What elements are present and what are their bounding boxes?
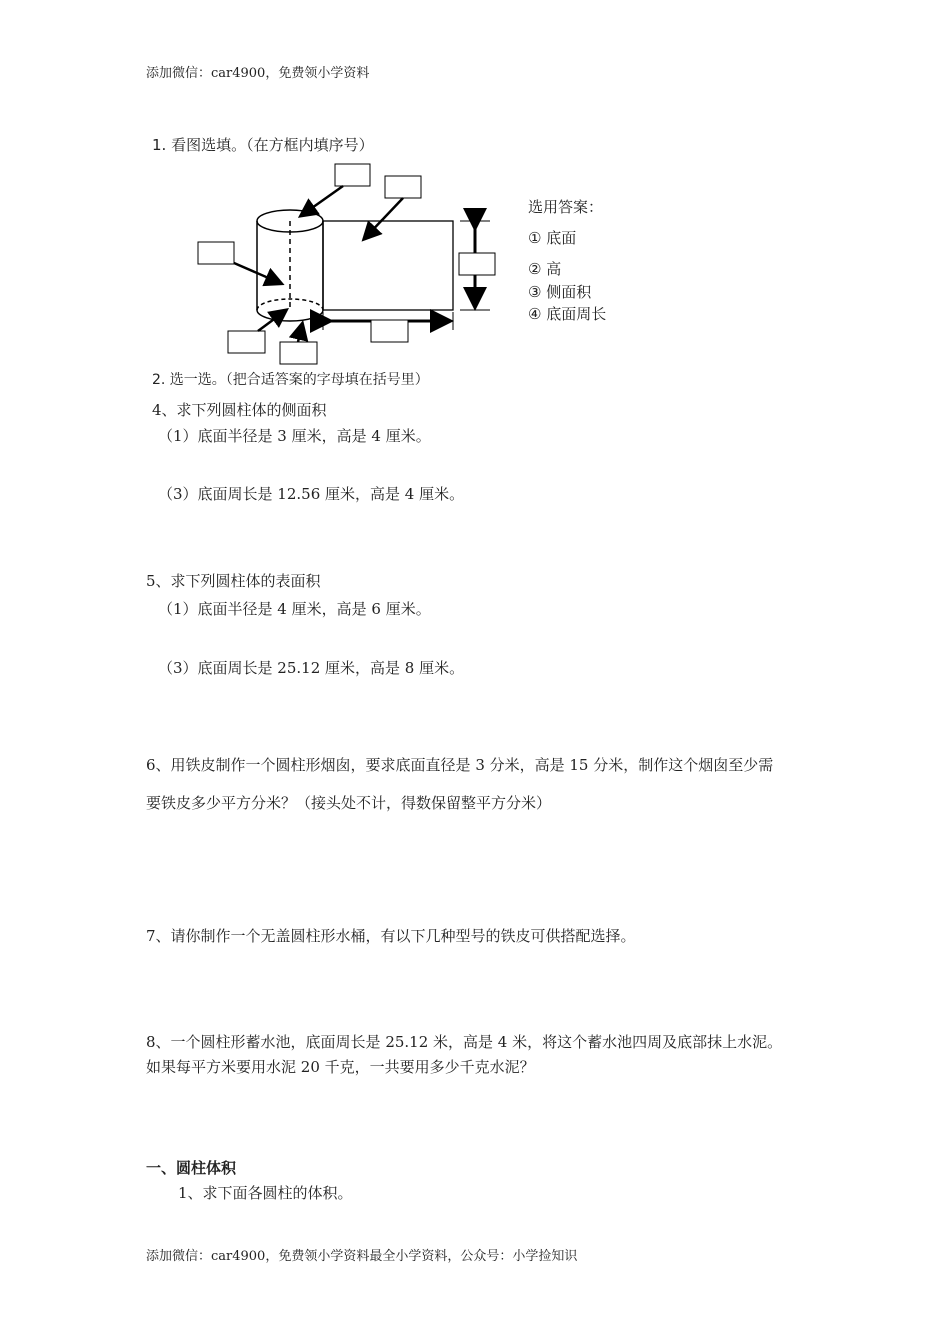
q5-item-3: （3）底面周长是 25.12 厘米，高是 8 厘米。: [158, 659, 465, 677]
q8-line-1: 8、一个圆柱形蓄水池，底面周长是 25.12 米，高是 4 米，将这个蓄水池四周及底部抹上水泥。: [146, 1033, 783, 1051]
answer-box-base-center[interactable]: [280, 342, 317, 364]
q7-text: 7、请你制作一个无盖圆柱形水桶，有以下几种型号的铁皮可供搭配选择。: [146, 927, 636, 945]
section-title: 一、圆柱体积: [146, 1159, 237, 1177]
q4-item-1: （1）底面半径是 3 厘米，高是 4 厘米。: [158, 427, 431, 445]
page-footer: 添加微信：car4900，免费领小学资料最全小学资料，公众号：小学捡知识: [146, 1249, 578, 1264]
answer-box-rectangle[interactable]: [385, 176, 421, 198]
answer-box-side[interactable]: [198, 242, 234, 264]
option-3: ③ 侧面积: [528, 283, 592, 301]
answer-box-height[interactable]: [459, 253, 495, 275]
q5-title: 5、求下列圆柱体的表面积: [146, 572, 321, 590]
answer-box-top-ellipse[interactable]: [335, 164, 370, 186]
q5-item-1: （1）底面半径是 4 厘米，高是 6 厘米。: [158, 600, 431, 618]
pointer-arrows: [234, 186, 403, 342]
answer-box-width[interactable]: [371, 320, 408, 342]
q2-title: 2. 选一选。（把合适答案的字母填在括号里）: [152, 372, 429, 388]
option-1: ① 底面: [528, 229, 577, 247]
unfolded-rectangle: [323, 221, 453, 310]
q6-line-1: 6、用铁皮制作一个圆柱形烟囱，要求底面直径是 3 分米，高是 15 分米，制作这个烟囱至少需: [146, 756, 774, 774]
option-2: ② 高: [528, 260, 562, 278]
option-4: ④ 底面周长: [528, 305, 607, 323]
q4-title: 4、求下列圆柱体的侧面积: [152, 401, 327, 419]
answer-box-bottom[interactable]: [228, 331, 265, 353]
q6-line-2: 要铁皮多少平方分米？（接头处不计，得数保留整平方分米）: [146, 794, 552, 812]
q1-title: 1. 看图选填。（在方框内填序号）: [152, 136, 374, 154]
answers-title: 选用答案：: [528, 198, 604, 216]
page-header: 添加微信：car4900，免费领小学资料: [146, 66, 370, 81]
cylinder-shape: [257, 210, 323, 321]
section-item-1: 1、求下面各圆柱的体积。: [178, 1184, 353, 1202]
q4-item-3: （3）底面周长是 12.56 厘米，高是 4 厘米。: [158, 485, 465, 503]
q8-line-2: 如果每平方米要用水泥 20 千克，一共要用多少千克水泥？: [146, 1058, 535, 1076]
